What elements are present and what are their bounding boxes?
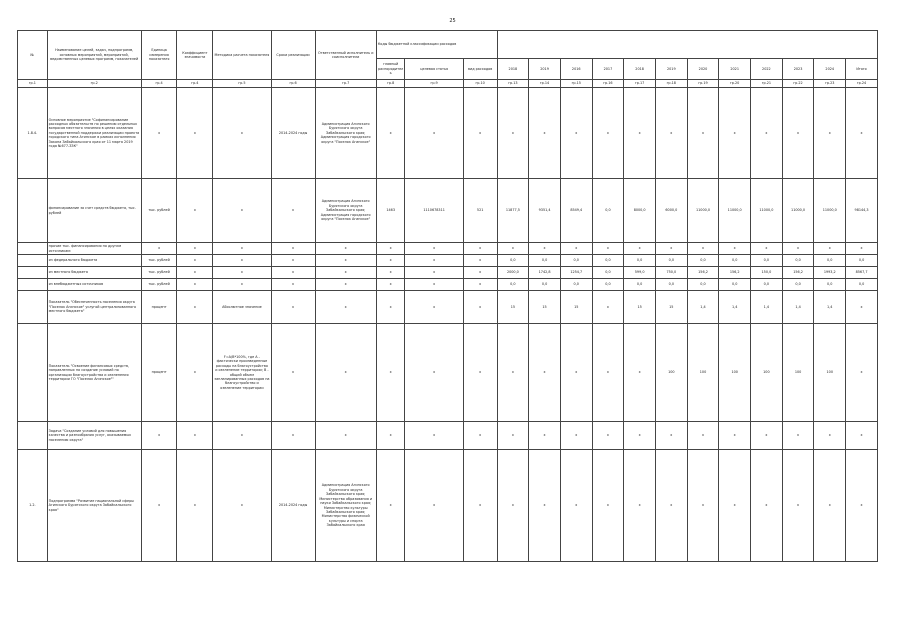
column-number-cell: гр.15 bbox=[560, 80, 592, 88]
table-cell: 1254,7 bbox=[560, 267, 592, 279]
table-cell: 150,0 bbox=[751, 267, 783, 279]
table-cell: 8567,7 bbox=[846, 267, 878, 279]
table-cell: 11000,0 bbox=[687, 179, 719, 243]
table-cell: х bbox=[624, 324, 656, 422]
header-year: 2016 bbox=[560, 59, 592, 80]
table-cell: х bbox=[177, 267, 213, 279]
table-cell: х bbox=[655, 243, 687, 255]
column-number-cell: гр.1 bbox=[18, 80, 48, 88]
table-cell: 1,4 bbox=[814, 291, 846, 324]
table-cell: 15 bbox=[497, 291, 529, 324]
table-cell bbox=[18, 255, 48, 267]
table-cell: х bbox=[782, 450, 814, 562]
table-cell: х bbox=[405, 267, 463, 279]
table-cell: х bbox=[719, 450, 751, 562]
table-cell: х bbox=[213, 255, 271, 267]
column-number-cell: гр.24 bbox=[846, 80, 878, 88]
column-number-cell: гр.17 bbox=[624, 80, 656, 88]
table-cell: прочие тыс. финансирования по другим источникам: bbox=[47, 243, 141, 255]
table-cell: 1110678311 bbox=[405, 179, 463, 243]
table-cell: 8000,0 bbox=[624, 179, 656, 243]
table-body bbox=[18, 88, 878, 562]
table-cell: 1742,8 bbox=[529, 267, 561, 279]
table-cell: х bbox=[497, 243, 529, 255]
column-number-cell: гр.16 bbox=[592, 80, 624, 88]
table-cell bbox=[18, 291, 48, 324]
table-row bbox=[18, 279, 878, 291]
table-row bbox=[18, 255, 878, 267]
table-cell bbox=[18, 422, 48, 450]
table-cell: х bbox=[376, 279, 405, 291]
table-cell: 1993,2 bbox=[814, 267, 846, 279]
header-years-blank bbox=[497, 31, 877, 59]
table-cell: х bbox=[463, 450, 497, 562]
table-row bbox=[18, 243, 878, 255]
table-cell: х bbox=[463, 291, 497, 324]
table-cell: из федерального бюджета bbox=[47, 255, 141, 267]
table-cell: 0,0 bbox=[687, 255, 719, 267]
table-cell: х bbox=[177, 88, 213, 179]
table-cell: х bbox=[177, 179, 213, 243]
table-cell: 2014-2024 годы bbox=[271, 450, 315, 562]
table-cell: 750,0 bbox=[655, 267, 687, 279]
table-cell: х bbox=[271, 243, 315, 255]
table-cell: 8549,4 bbox=[560, 179, 592, 243]
table-cell: х bbox=[846, 450, 878, 562]
table-cell: 9351,4 bbox=[529, 179, 561, 243]
table-cell: х bbox=[315, 243, 376, 255]
table-cell: х bbox=[376, 324, 405, 422]
table-cell: тыс. рублей bbox=[141, 179, 177, 243]
table-cell: х bbox=[213, 179, 271, 243]
table-cell: х bbox=[405, 88, 463, 179]
table-cell: 15 bbox=[529, 291, 561, 324]
table-cell: х bbox=[177, 243, 213, 255]
table-cell: х bbox=[271, 279, 315, 291]
table-cell: х bbox=[177, 324, 213, 422]
header-type: вид расходов bbox=[463, 59, 497, 80]
table-cell: 0,0 bbox=[655, 279, 687, 291]
table-cell: 100 bbox=[719, 324, 751, 422]
table-cell: 0,0 bbox=[592, 279, 624, 291]
header-year: 2019 bbox=[655, 59, 687, 80]
table-cell: х bbox=[655, 422, 687, 450]
table-cell: х bbox=[405, 291, 463, 324]
table-cell: х bbox=[497, 422, 529, 450]
table-cell: 0,0 bbox=[592, 267, 624, 279]
table-cell: 0,0 bbox=[782, 279, 814, 291]
table-cell: х bbox=[405, 422, 463, 450]
table-cell bbox=[18, 267, 48, 279]
table-cell: х bbox=[814, 450, 846, 562]
table-cell: х bbox=[376, 450, 405, 562]
header-period: Сроки реализации bbox=[271, 31, 315, 80]
table-cell: 521 bbox=[463, 179, 497, 243]
table-cell: х bbox=[141, 422, 177, 450]
table-cell: 0,0 bbox=[624, 255, 656, 267]
table-row bbox=[18, 267, 878, 279]
table-cell: 2000,0 bbox=[497, 267, 529, 279]
table-cell: 11000,0 bbox=[782, 179, 814, 243]
table-cell: 0,0 bbox=[719, 279, 751, 291]
table-cell: х bbox=[213, 243, 271, 255]
table-cell: х bbox=[751, 88, 783, 179]
table-cell: 98144,3 bbox=[846, 179, 878, 243]
table-cell: Основное мероприятие "Софинансирование расходных обязательств по решению отдельных вопросов местного значения в целях оказания государственной поддержки реализации проекта городского типа Агинское в рамках исполнения Закона Забайкальского края от 11 марта 2019 года №677-ЗЗК" bbox=[47, 88, 141, 179]
table-cell: х bbox=[376, 422, 405, 450]
table-cell: 100 bbox=[655, 324, 687, 422]
table-cell: 0,0 bbox=[782, 255, 814, 267]
table-cell: х bbox=[213, 88, 271, 179]
table-cell: 11000,0 bbox=[814, 179, 846, 243]
table-cell: 1,4 bbox=[751, 291, 783, 324]
table-cell: Абсолютное значение bbox=[213, 291, 271, 324]
table-cell: х bbox=[405, 450, 463, 562]
table-cell: х bbox=[529, 450, 561, 562]
table-cell: 1,4 bbox=[719, 291, 751, 324]
table-cell: 1,4 bbox=[782, 291, 814, 324]
header-year: 2020 bbox=[687, 59, 719, 80]
column-number-cell: гр.8 bbox=[376, 80, 405, 88]
page-number: 25 bbox=[449, 18, 456, 24]
table-cell: х bbox=[315, 291, 376, 324]
table-cell: х bbox=[376, 88, 405, 179]
table-cell: х bbox=[271, 324, 315, 422]
table-cell: 0,0 bbox=[497, 279, 529, 291]
column-number-cell: гр.4 bbox=[177, 80, 213, 88]
header-year: 2019 bbox=[529, 59, 561, 80]
table-cell: 0,0 bbox=[529, 255, 561, 267]
table-cell: х bbox=[271, 267, 315, 279]
column-number-cell: гр.18 bbox=[655, 80, 687, 88]
column-number-cell: гр.9 bbox=[405, 80, 463, 88]
table-row bbox=[18, 291, 878, 324]
table-cell: х bbox=[529, 324, 561, 422]
table-row bbox=[18, 450, 878, 562]
table-cell: х bbox=[141, 243, 177, 255]
table-cell bbox=[18, 179, 48, 243]
table-cell: 156,2 bbox=[687, 267, 719, 279]
table-cell: процент bbox=[141, 324, 177, 422]
table-cell: х bbox=[592, 324, 624, 422]
table-cell: 15 bbox=[624, 291, 656, 324]
table-cell: х bbox=[782, 88, 814, 179]
table-cell: х bbox=[177, 291, 213, 324]
table-cell: х bbox=[592, 243, 624, 255]
table-cell: х bbox=[782, 422, 814, 450]
table-cell: х bbox=[687, 88, 719, 179]
table-cell: Администрация Агинского Бурятского округа Забайкальского края; Министерство образования и науки Забайкальского края; Министерство культуры Забайкальского края; Министерство физической культуры и спорта Забайкальского края bbox=[315, 450, 376, 562]
table-cell: 15 bbox=[655, 291, 687, 324]
table-cell: 0,0 bbox=[719, 255, 751, 267]
table-cell: х bbox=[529, 88, 561, 179]
column-number-cell: гр.6 bbox=[271, 80, 315, 88]
table-cell: 1,4 bbox=[687, 291, 719, 324]
table-cell: х bbox=[463, 324, 497, 422]
table-cell: х bbox=[592, 422, 624, 450]
table-cell: х bbox=[271, 291, 315, 324]
table-cell: Администрация Агинского Бурятского округа Забайкальского края; Администрация городского округа "Поселок Агинское" bbox=[315, 88, 376, 179]
table-cell: х bbox=[624, 243, 656, 255]
table-cell: 11000,0 bbox=[751, 179, 783, 243]
table-cell: х bbox=[624, 450, 656, 562]
table-cell: х bbox=[497, 450, 529, 562]
table-cell: х bbox=[376, 255, 405, 267]
table-cell: х bbox=[315, 279, 376, 291]
header-year: 2022 bbox=[751, 59, 783, 80]
table-cell: х bbox=[846, 243, 878, 255]
table-cell: х bbox=[141, 88, 177, 179]
header-coef: Коэффициент значимости bbox=[177, 31, 213, 80]
header-num: № bbox=[18, 31, 48, 80]
table-cell: х bbox=[560, 422, 592, 450]
table-cell: х bbox=[592, 291, 624, 324]
table-cell: х bbox=[560, 324, 592, 422]
header-method: Методика расчета показателя bbox=[213, 31, 271, 80]
table-cell: 0,0 bbox=[687, 279, 719, 291]
table-cell: х bbox=[529, 422, 561, 450]
header-total: Итого bbox=[846, 59, 878, 80]
column-number-cell: гр.19 bbox=[687, 80, 719, 88]
table-cell: х bbox=[719, 243, 751, 255]
table-cell: х bbox=[463, 279, 497, 291]
table-cell: х bbox=[213, 267, 271, 279]
table-cell: х bbox=[213, 450, 271, 562]
table-cell: 0,0 bbox=[814, 255, 846, 267]
table-cell: х bbox=[592, 450, 624, 562]
table-cell: 15 bbox=[560, 291, 592, 324]
table-cell: х bbox=[405, 255, 463, 267]
table-cell: х bbox=[624, 422, 656, 450]
column-number-cell: гр.14 bbox=[529, 80, 561, 88]
table-cell: из местного бюджета bbox=[47, 267, 141, 279]
table-cell: х bbox=[271, 422, 315, 450]
column-number-cell: гр.4 bbox=[141, 80, 177, 88]
column-number-cell: гр.13 bbox=[497, 80, 529, 88]
table-cell: 0,0 bbox=[592, 179, 624, 243]
table-cell: х bbox=[315, 267, 376, 279]
header-unit: Единица измерения показателя bbox=[141, 31, 177, 80]
table-cell: х bbox=[463, 88, 497, 179]
table-cell: 2014-2024 годы bbox=[271, 88, 315, 179]
table-cell: х bbox=[497, 324, 529, 422]
table-cell: х bbox=[687, 450, 719, 562]
table-cell: 0,0 bbox=[592, 255, 624, 267]
table-cell: х bbox=[405, 324, 463, 422]
column-number-cell: гр.2 bbox=[47, 80, 141, 88]
table-cell: Показатель "Освоение финансовых средств, направленных на создание условий по организации благоустройства и озеленения территории ГО "Поселок Агинское"" bbox=[47, 324, 141, 422]
table-cell: х bbox=[846, 291, 878, 324]
table-cell: х bbox=[141, 450, 177, 562]
header-year: 2018 bbox=[497, 59, 529, 80]
table-cell: х bbox=[463, 422, 497, 450]
table-cell: х bbox=[405, 279, 463, 291]
header-article: целевая статья bbox=[405, 59, 463, 80]
table-cell: х bbox=[846, 324, 878, 422]
table-cell: х bbox=[177, 450, 213, 562]
table-cell: х bbox=[177, 422, 213, 450]
table-cell: х bbox=[315, 422, 376, 450]
header-year: 2023 bbox=[782, 59, 814, 80]
table-cell: х bbox=[687, 243, 719, 255]
table-cell: х bbox=[814, 243, 846, 255]
table-cell: 0,0 bbox=[751, 279, 783, 291]
table-cell: тыс. рублей bbox=[141, 255, 177, 267]
header-name: Наименование целей, задач, подпрограмм, основных мероприятий, мероприятий, ведомственных целевых программ, показателей bbox=[47, 31, 141, 80]
column-number-cell: гр.10 bbox=[463, 80, 497, 88]
header-codes: Коды бюджетной классификации расходов bbox=[376, 31, 497, 59]
table-cell: 156,2 bbox=[782, 267, 814, 279]
table-cell: х bbox=[271, 255, 315, 267]
table-cell: х bbox=[846, 88, 878, 179]
column-number-cell: гр.22 bbox=[782, 80, 814, 88]
table-cell: 0,0 bbox=[624, 279, 656, 291]
table-cell: х bbox=[751, 243, 783, 255]
table-row bbox=[18, 422, 878, 450]
header-year: 2021 bbox=[719, 59, 751, 80]
column-number-cell: гр.23 bbox=[814, 80, 846, 88]
column-number-row bbox=[18, 80, 878, 88]
table-cell bbox=[18, 324, 48, 422]
table-cell: 0,0 bbox=[560, 255, 592, 267]
table-cell: 11000,0 bbox=[719, 179, 751, 243]
table-cell: Показатель "Обеспеченность населения округа "Поселок Агинское" услугой централизованного местного бюджета" bbox=[47, 291, 141, 324]
table-cell: х bbox=[376, 267, 405, 279]
table-cell: Администрация Агинского Бурятского округа Забайкальского края; Администрация городского округа "Поселок Агинское" bbox=[315, 179, 376, 243]
table-cell: х bbox=[177, 255, 213, 267]
table-cell: 100 bbox=[782, 324, 814, 422]
table-cell: 100 bbox=[751, 324, 783, 422]
table-cell: 100 bbox=[814, 324, 846, 422]
table-cell: х bbox=[560, 88, 592, 179]
table-cell: финансирование за счет средств бюджета, тыс. рублей bbox=[47, 179, 141, 243]
table-cell: х bbox=[315, 255, 376, 267]
table-cell: х bbox=[592, 88, 624, 179]
table-row bbox=[18, 88, 878, 179]
table-cell: процент bbox=[141, 291, 177, 324]
table-cell: х bbox=[376, 291, 405, 324]
table-cell: 0,0 bbox=[529, 279, 561, 291]
table-cell: Задача "Создание условий для повышения качества и разнообразия услуг, оказываемых населению округа" bbox=[47, 422, 141, 450]
table-row bbox=[18, 179, 878, 243]
program-table bbox=[17, 30, 878, 562]
column-number-cell: гр.7 bbox=[315, 80, 376, 88]
table-cell: тыс. рублей bbox=[141, 267, 177, 279]
table-cell: х bbox=[463, 255, 497, 267]
table-cell: х bbox=[376, 243, 405, 255]
table-cell: х bbox=[497, 88, 529, 179]
table-cell bbox=[18, 279, 48, 291]
table-cell: х bbox=[315, 324, 376, 422]
table-cell: F=A/B*100%, где А - фактически произведенные расходы на благоустройство и озеленение территории; В - общий объем запланированных расходов на благоустройство и озеленение территории bbox=[213, 324, 271, 422]
table-cell: х bbox=[560, 243, 592, 255]
table-cell: 599,0 bbox=[624, 267, 656, 279]
table-cell: 0,0 bbox=[846, 279, 878, 291]
table-cell: 0,0 bbox=[751, 255, 783, 267]
header-year: 2024 bbox=[814, 59, 846, 80]
table-cell: 156,2 bbox=[719, 267, 751, 279]
table-cell: х bbox=[846, 422, 878, 450]
table-cell: 0,0 bbox=[655, 255, 687, 267]
header-year: 2018 bbox=[624, 59, 656, 80]
table-row bbox=[18, 324, 878, 422]
table-cell: х bbox=[655, 88, 687, 179]
table-cell: х bbox=[655, 450, 687, 562]
table-cell: х bbox=[782, 243, 814, 255]
table-cell: х bbox=[814, 88, 846, 179]
table-cell: х bbox=[751, 422, 783, 450]
table-cell: х bbox=[463, 267, 497, 279]
header-row bbox=[18, 31, 878, 59]
table-cell: 0,0 bbox=[814, 279, 846, 291]
table-cell: 1.8.4. bbox=[18, 88, 48, 179]
table-cell: х bbox=[213, 279, 271, 291]
table-cell: х bbox=[560, 450, 592, 562]
table-cell: х bbox=[814, 422, 846, 450]
table-cell: х bbox=[529, 243, 561, 255]
table-cell: х bbox=[405, 243, 463, 255]
header-grbs: главный распорядитель bbox=[376, 59, 405, 80]
column-number-row bbox=[18, 80, 878, 88]
column-number-cell: гр.5 bbox=[213, 80, 271, 88]
column-number-cell: гр.21 bbox=[751, 80, 783, 88]
table-cell: 6000,0 bbox=[655, 179, 687, 243]
table-cell: х bbox=[463, 243, 497, 255]
table-cell: х bbox=[271, 179, 315, 243]
table-cell: 11877,5 bbox=[497, 179, 529, 243]
column-number-cell: гр.20 bbox=[719, 80, 751, 88]
table-cell: х bbox=[177, 279, 213, 291]
table-cell: 100 bbox=[687, 324, 719, 422]
table-cell: 0,0 bbox=[560, 279, 592, 291]
header-executor: Ответственный исполнитель и соисполнители bbox=[315, 31, 376, 80]
table-cell: х bbox=[213, 422, 271, 450]
table-cell: 1463 bbox=[376, 179, 405, 243]
header-year: 2017 bbox=[592, 59, 624, 80]
table-cell: 1.2. bbox=[18, 450, 48, 562]
table-cell: х bbox=[687, 422, 719, 450]
table-cell: х bbox=[751, 450, 783, 562]
table-cell: х bbox=[624, 88, 656, 179]
table-cell: х bbox=[719, 88, 751, 179]
table-cell: Подпрограмма "Развитие национальной сферы Агинского Бурятского округа Забайкальского края" bbox=[47, 450, 141, 562]
table-cell: 0,0 bbox=[497, 255, 529, 267]
table-cell: из внебюджетных источников bbox=[47, 279, 141, 291]
table-cell: х bbox=[719, 422, 751, 450]
table-cell: 0,0 bbox=[846, 255, 878, 267]
table-cell: тыс. рублей bbox=[141, 279, 177, 291]
table-cell bbox=[18, 243, 48, 255]
